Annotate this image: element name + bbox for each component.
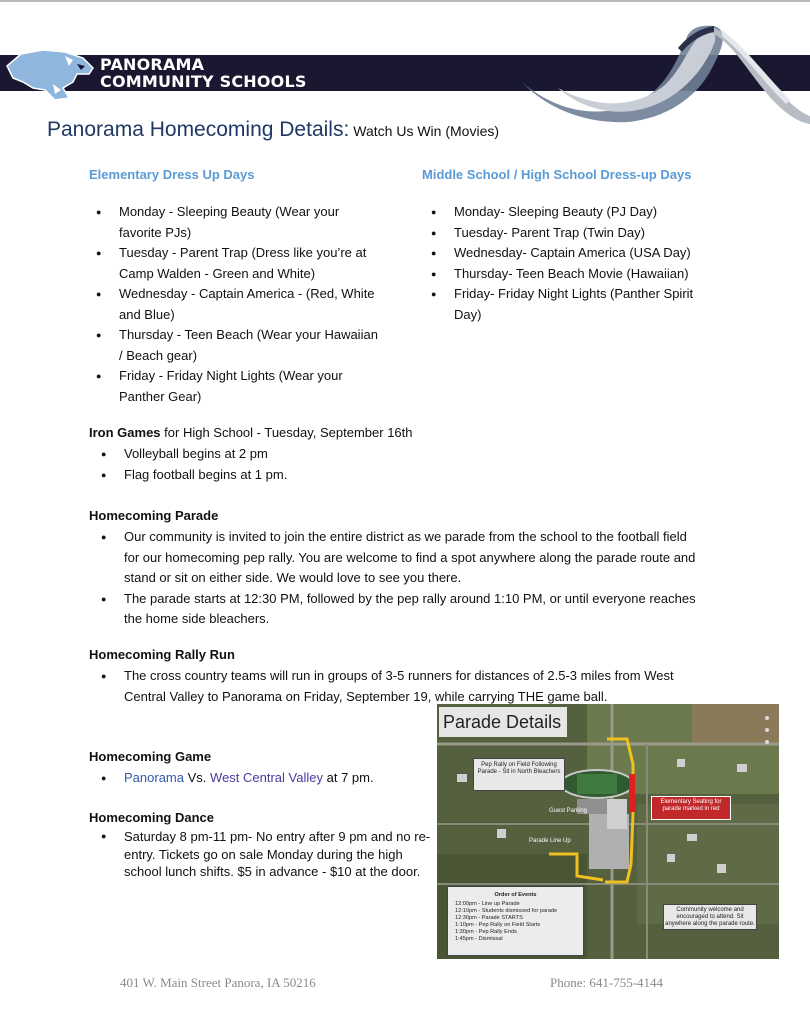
brand-line-2: COMMUNITY SCHOOLS: [100, 72, 307, 91]
guest-parking-label: Guest Parking: [549, 808, 588, 814]
order-of-events: [447, 886, 584, 956]
list-item: ● Wednesday - Captain America - (Red, White and Blue): [89, 284, 379, 325]
elementary-days-list: [89, 202, 379, 407]
parade-heading: Homecoming Parade: [89, 508, 219, 523]
top-border: [0, 0, 810, 2]
iron-games-list: [89, 444, 689, 485]
game-list: [89, 768, 429, 789]
footer-phone: Phone: 641-755-4144: [550, 975, 664, 990]
panther-logo-icon: [3, 44, 95, 102]
brand-name: [100, 56, 307, 90]
elementary-heading: Elementary Dress Up Days: [89, 167, 255, 182]
secondary-heading: Middle School / High School Dress-up Days: [422, 167, 692, 182]
footer-address: 401 W. Main Street Panora, IA 50216: [120, 975, 316, 990]
iron-games-line: [89, 425, 413, 440]
brand-line-1: PANORAMA: [100, 55, 205, 74]
rally-run-list: [89, 666, 699, 707]
list-item: ● Monday- Sleeping Beauty (PJ Day): [424, 202, 714, 223]
secondary-days-list: [424, 202, 714, 325]
page-title: Panorama Homecoming Details:: [47, 118, 350, 141]
list-item: ● Flag football begins at 1 pm.: [89, 465, 689, 486]
list-item: [89, 666, 699, 707]
list-item: ● Volleyball begins at 2 pm: [89, 444, 689, 465]
event-item: 1:45pm - Dismissal: [455, 936, 503, 942]
dance-heading: Homecoming Dance: [89, 810, 214, 825]
list-item: ● Thursday - Teen Beach (Wear your Hawaiian / Beach gear): [89, 325, 379, 366]
event-item: 12:30pm - Parade STARTS: [455, 915, 523, 921]
list-item: ● Our community is invited to join the entire district as we parade from the school to the football field for our homecoming pep rally. You are welcome to find a spot anywhere along the parade route and stand or sit on either side. We would love to see you there.: [89, 527, 699, 589]
list-item: ● Tuesday - Parent Trap (Dress like you’re at Camp Walden - Green and White): [89, 243, 379, 284]
list-item: ● The parade starts at 12:30 PM, followed by the pep rally around 1:10 PM, or until everyone reaches the home side bleachers.: [89, 589, 699, 630]
list-item: ● Monday - Sleeping Beauty (Wear your favorite PJs): [89, 202, 379, 243]
versus: Vs.: [187, 770, 207, 785]
community-note: Community welcome and encouraged to attend. Sit anywhere along the parade route.: [663, 904, 757, 930]
elementary-seating-note: Elementary Seating for parade marked in red: [651, 796, 731, 820]
game-time: at 7 pm.: [326, 770, 374, 785]
map-title: Parade Details: [439, 707, 567, 737]
rally-run-heading: Homecoming Rally Run: [89, 647, 235, 662]
list-item: ● Wednesday- Captain America (USA Day): [424, 243, 714, 264]
rally-run-text: ● The cross country teams will run in groups of 3-5 runners for distances of 2.5-3 miles from West Central Valley to Panorama on Friday, September 19, while carrying THE game ball.: [124, 668, 674, 704]
away-team: West Central Valley: [210, 770, 323, 785]
home-team: Panorama: [124, 770, 184, 785]
dance-list: [89, 828, 434, 881]
parade-line-up-label: Parade Line Up: [529, 838, 571, 844]
title-row: [47, 118, 499, 142]
parade-list: [89, 527, 699, 630]
event-item: 12:00pm - Line up Parade: [455, 901, 520, 907]
list-item: ● Saturday 8 pm-11 pm- No entry after 9 pm and no re-entry. Tickets go on sale Monday during the high school lunch shifts. $5 in advance - $10 at the door.: [89, 828, 434, 881]
event-item: 12:10pm - Students dismissed for parade: [455, 908, 558, 914]
list-item: [89, 768, 429, 789]
game-heading: Homecoming Game: [89, 749, 212, 764]
list-item: ● Friday- Friday Night Lights (Panther Spirit Day): [424, 284, 714, 325]
event-item: 1:30pm - Pep Rally Ends: [455, 929, 517, 935]
event-item: 1:10pm - Pep Rally on Field Starts: [455, 922, 541, 928]
iron-games-label: Iron Games: [89, 425, 161, 440]
ribbon-swoosh-icon: [518, 18, 810, 130]
pep-rally-note: Pep Rally on Field Following Parade - Sit in North Bleachers: [473, 758, 565, 791]
list-item: ● Tuesday- Parent Trap (Twin Day): [424, 223, 714, 244]
iron-games-text: for High School - Tuesday, September 16th: [164, 425, 413, 440]
list-item: ● Thursday- Teen Beach Movie (Hawaiian): [424, 264, 714, 285]
page-subtitle: Watch Us Win (Movies): [353, 123, 500, 139]
parade-map: [437, 704, 779, 959]
list-item: ● Friday - Friday Night Lights (Wear your Panther Gear): [89, 366, 379, 407]
order-heading: Order of Events: [494, 892, 537, 898]
